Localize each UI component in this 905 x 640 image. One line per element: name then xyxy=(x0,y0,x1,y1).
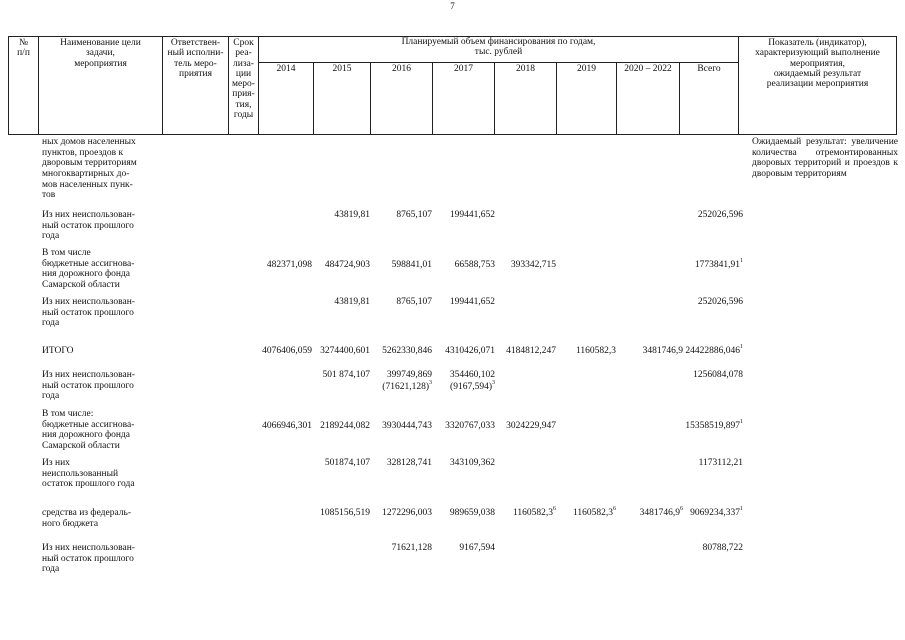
cell-value xyxy=(506,421,556,432)
cell-number: 4310426,071 xyxy=(445,346,495,356)
cell-number: 4184812,247 xyxy=(506,346,556,356)
cell-value xyxy=(690,508,743,519)
header-year-2016: 2016 xyxy=(371,63,433,135)
cell-number: 80788,722 xyxy=(702,543,743,553)
cell-number: 71621,128 xyxy=(391,543,432,553)
cell-number: 343109,362 xyxy=(449,458,495,468)
cell-value xyxy=(392,543,432,554)
cell-value xyxy=(320,346,370,357)
row-label: ных домов населенных пунктов, проездов к дворовым территориям многоквартирных до- мов населенных пунк- тов xyxy=(42,137,137,201)
cell-value xyxy=(693,370,743,381)
cell-number: 1256084,078 xyxy=(693,370,743,380)
row-label: Из них неиспользован- ный остаток прошлого года xyxy=(42,297,135,329)
cell-number: 8765,107 xyxy=(396,297,432,307)
cell-number: 484724,903 xyxy=(324,260,370,270)
cell-value xyxy=(699,458,743,469)
cell-value xyxy=(573,508,616,519)
cell-value xyxy=(262,346,312,357)
cell-value xyxy=(334,297,370,308)
header-col-name: Наименование цели задачи, мероприятия xyxy=(39,37,163,135)
footnote-mark: 3 xyxy=(429,380,432,386)
cell-number: 2189244,082 xyxy=(320,421,370,431)
cell-value xyxy=(387,458,432,469)
cell-number: 989659,038 xyxy=(449,508,495,518)
header-year-2015: 2015 xyxy=(314,63,371,135)
cell-value xyxy=(445,421,495,432)
cell-number: 252026,596 xyxy=(697,210,743,220)
cell-value xyxy=(392,260,432,271)
cell-number: 5262330,846 xyxy=(382,346,432,356)
header-col-number: № п/п xyxy=(9,37,39,135)
cell-number: 1773841,91 xyxy=(694,260,740,270)
cell-value xyxy=(703,543,743,554)
cell-subnumber: (71621,128) xyxy=(382,382,429,392)
cell-number: 1173112,21 xyxy=(698,458,743,468)
expected-result: Ожидаемый результат: увеличение количества отремонтированных дворовых территорий и проездов к дворовым территориям xyxy=(752,137,898,179)
cell-value xyxy=(459,543,495,554)
cell-number: 399749,869 xyxy=(386,370,432,380)
footnote-mark: 3 xyxy=(492,380,495,386)
header-col-indicator: Показатель (индикатор), характеризующий выполнение мероприятия, ожидаемый результат реализации мероприятия xyxy=(739,37,897,135)
header-year-2017: 2017 xyxy=(433,63,495,135)
cell-number: 199441,652 xyxy=(449,210,495,220)
cell-number: 3320767,033 xyxy=(445,421,495,431)
row-label: ИТОГО xyxy=(42,346,74,356)
cell-number: 328128,741 xyxy=(386,458,432,468)
cell-value xyxy=(640,508,683,519)
cell-number: 501874,107 xyxy=(324,458,370,468)
cell-number: 8765,107 xyxy=(396,210,432,220)
cell-value xyxy=(685,421,743,432)
cell-number: 482371,098 xyxy=(266,260,312,270)
cell-subnumber: (9167,594) xyxy=(450,382,492,392)
cell-number: 354460,102 xyxy=(449,370,495,380)
footnote-mark: 6 xyxy=(553,506,556,512)
footnote-mark: 1 xyxy=(740,344,743,350)
cell-number: 43819,81 xyxy=(334,210,370,220)
cell-value xyxy=(267,260,312,271)
cell-value xyxy=(262,421,312,432)
header-year-2020-2022: 2020 – 2022 xyxy=(617,63,680,135)
cell-number: 3274400,601 xyxy=(320,346,370,356)
cell-number: 1160582,3 xyxy=(575,346,616,356)
cell-value xyxy=(695,260,743,271)
cell-number: 3481746,9 xyxy=(642,346,683,356)
cell-value xyxy=(511,260,556,271)
cell-subvalue xyxy=(382,382,432,393)
header-total: Всего xyxy=(680,63,739,135)
cell-value xyxy=(698,297,743,308)
cell-value xyxy=(450,508,495,519)
cell-number: 501 874,107 xyxy=(322,370,370,380)
cell-value xyxy=(382,508,432,519)
cell-number: 3481746,9 xyxy=(639,508,680,518)
cell-number: 24422886,046 xyxy=(685,346,740,356)
row-label: Из них неиспользован- ный остаток прошлого года xyxy=(42,370,135,402)
row-label: средства из федераль- ного бюджета xyxy=(42,508,132,529)
cell-value xyxy=(320,508,370,519)
cell-number: 1085156,519 xyxy=(320,508,370,518)
cell-number: 393342,715 xyxy=(510,260,556,270)
cell-value xyxy=(334,210,370,221)
cell-value xyxy=(450,297,495,308)
cell-value xyxy=(513,508,556,519)
cell-value xyxy=(382,346,432,357)
cell-number: 9069234,337 xyxy=(690,508,740,518)
cell-value xyxy=(396,297,432,308)
header-col-plan: Планируемый объем финансирования по годам, тыс. рублей xyxy=(259,37,739,63)
cell-value xyxy=(506,346,556,357)
cell-value xyxy=(450,458,495,469)
header-col-responsible: Ответствен- ный исполни- тель меро- приятия xyxy=(163,37,229,135)
cell-number: 598841,01 xyxy=(391,260,432,270)
footnote-mark: 6 xyxy=(680,506,683,512)
cell-number: 3930444,743 xyxy=(382,421,432,431)
header-year-2014: 2014 xyxy=(259,63,314,135)
row-label: В том числе: бюджетные ассигнова- ния дорожного фонда Самарской области xyxy=(42,409,135,451)
cell-number: 66588,753 xyxy=(454,260,495,270)
cell-value xyxy=(320,421,370,432)
row-label: Из них неиспользованный остаток прошлого года xyxy=(42,458,135,490)
row-label: Из них неиспользован- ный остаток прошлого года xyxy=(42,210,135,242)
cell-value xyxy=(387,370,432,381)
cell-value xyxy=(325,458,370,469)
cell-value xyxy=(323,370,371,381)
cell-number: 252026,596 xyxy=(697,297,743,307)
cell-number: 43819,81 xyxy=(334,297,370,307)
cell-number: 1160582,3 xyxy=(512,508,553,518)
header-col-term: Срок реа- лиза- ции меро- прия- тия, годы xyxy=(229,37,259,135)
footnote-mark: 6 xyxy=(613,506,616,512)
cell-value xyxy=(396,210,432,221)
footnote-mark: 1 xyxy=(740,258,743,264)
header-year-2019: 2019 xyxy=(557,63,617,135)
cell-subvalue xyxy=(450,382,495,393)
cell-value xyxy=(450,210,495,221)
cell-number: 9167,594 xyxy=(459,543,495,553)
header-year-2018: 2018 xyxy=(495,63,557,135)
row-label: В том числе бюджетные ассигнова- ния дорожного фонда Самарской области xyxy=(42,248,135,290)
cell-value xyxy=(455,260,495,271)
cell-number: 1160582,3 xyxy=(572,508,613,518)
footnote-mark: 1 xyxy=(740,506,743,512)
cell-number: 4076406,059 xyxy=(262,346,312,356)
cell-value xyxy=(685,346,743,357)
page-number: 7 xyxy=(450,1,455,11)
cell-number: 3024229,947 xyxy=(506,421,556,431)
cell-number: 4066946,301 xyxy=(262,421,312,431)
row-label: Из них неиспользован- ный остаток прошлого года xyxy=(42,543,135,575)
cell-value xyxy=(382,421,432,432)
cell-value xyxy=(445,346,495,357)
cell-number: 199441,652 xyxy=(449,297,495,307)
cell-value xyxy=(576,346,616,357)
cell-value xyxy=(325,260,370,271)
cell-number: 1272296,003 xyxy=(382,508,432,518)
cell-value xyxy=(450,370,495,381)
cell-value xyxy=(698,210,743,221)
footnote-mark: 1 xyxy=(740,419,743,425)
cell-value xyxy=(643,346,683,357)
cell-number: 15358519,897 xyxy=(685,421,740,431)
